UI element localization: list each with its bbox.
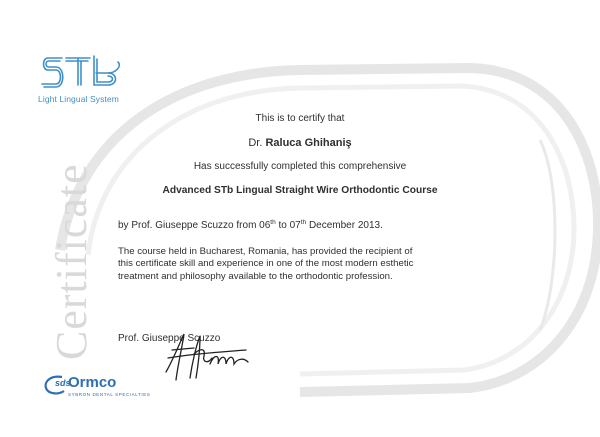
handwritten-signature [160, 328, 252, 384]
date-middle: to 07 [275, 220, 301, 231]
instructor-prefix: by Prof. Giuseppe Scuzzo from 06 [118, 220, 271, 231]
course-description [118, 246, 548, 283]
intro-text: This is to certify that [255, 113, 345, 124]
certificate-watermark: Certificate [47, 163, 96, 360]
ormco-name: Ormco [68, 374, 117, 391]
ormco-sds-text: sds [55, 378, 71, 388]
signer-name: Prof. Giuseppe Scuzzo [118, 333, 221, 344]
course-title: Advanced STb Lingual Straight Wire Orthodontic Course [162, 185, 438, 196]
stb-logo-mark [38, 52, 124, 92]
description-line: The course held in Bucharest, Romania, has provided the recipient of [118, 246, 413, 257]
recipient-title: Dr. [248, 137, 263, 149]
description-line: this certificate skill and experience in one of the most modern esthetic [118, 258, 414, 270]
ormco-tagline: SYBRON DENTAL SPECIALTIES [68, 392, 151, 397]
completion-text: Has successfully completed this comprehensive [193, 161, 407, 172]
date-suffix-1: th [270, 219, 276, 226]
stb-logo [36, 52, 156, 108]
recipient-line [0, 137, 600, 149]
instructor-date-line [118, 219, 383, 231]
description-line: treatment and philosophy available to the orthodontic profession. [118, 270, 393, 282]
ormco-logo [42, 372, 151, 402]
recipient-name: Raluca Ghihaniş [265, 137, 352, 149]
date-end: December 2013. [306, 220, 383, 231]
date-suffix-2: th [300, 219, 307, 226]
logo-subtitle: Light Lingual System [38, 94, 119, 104]
